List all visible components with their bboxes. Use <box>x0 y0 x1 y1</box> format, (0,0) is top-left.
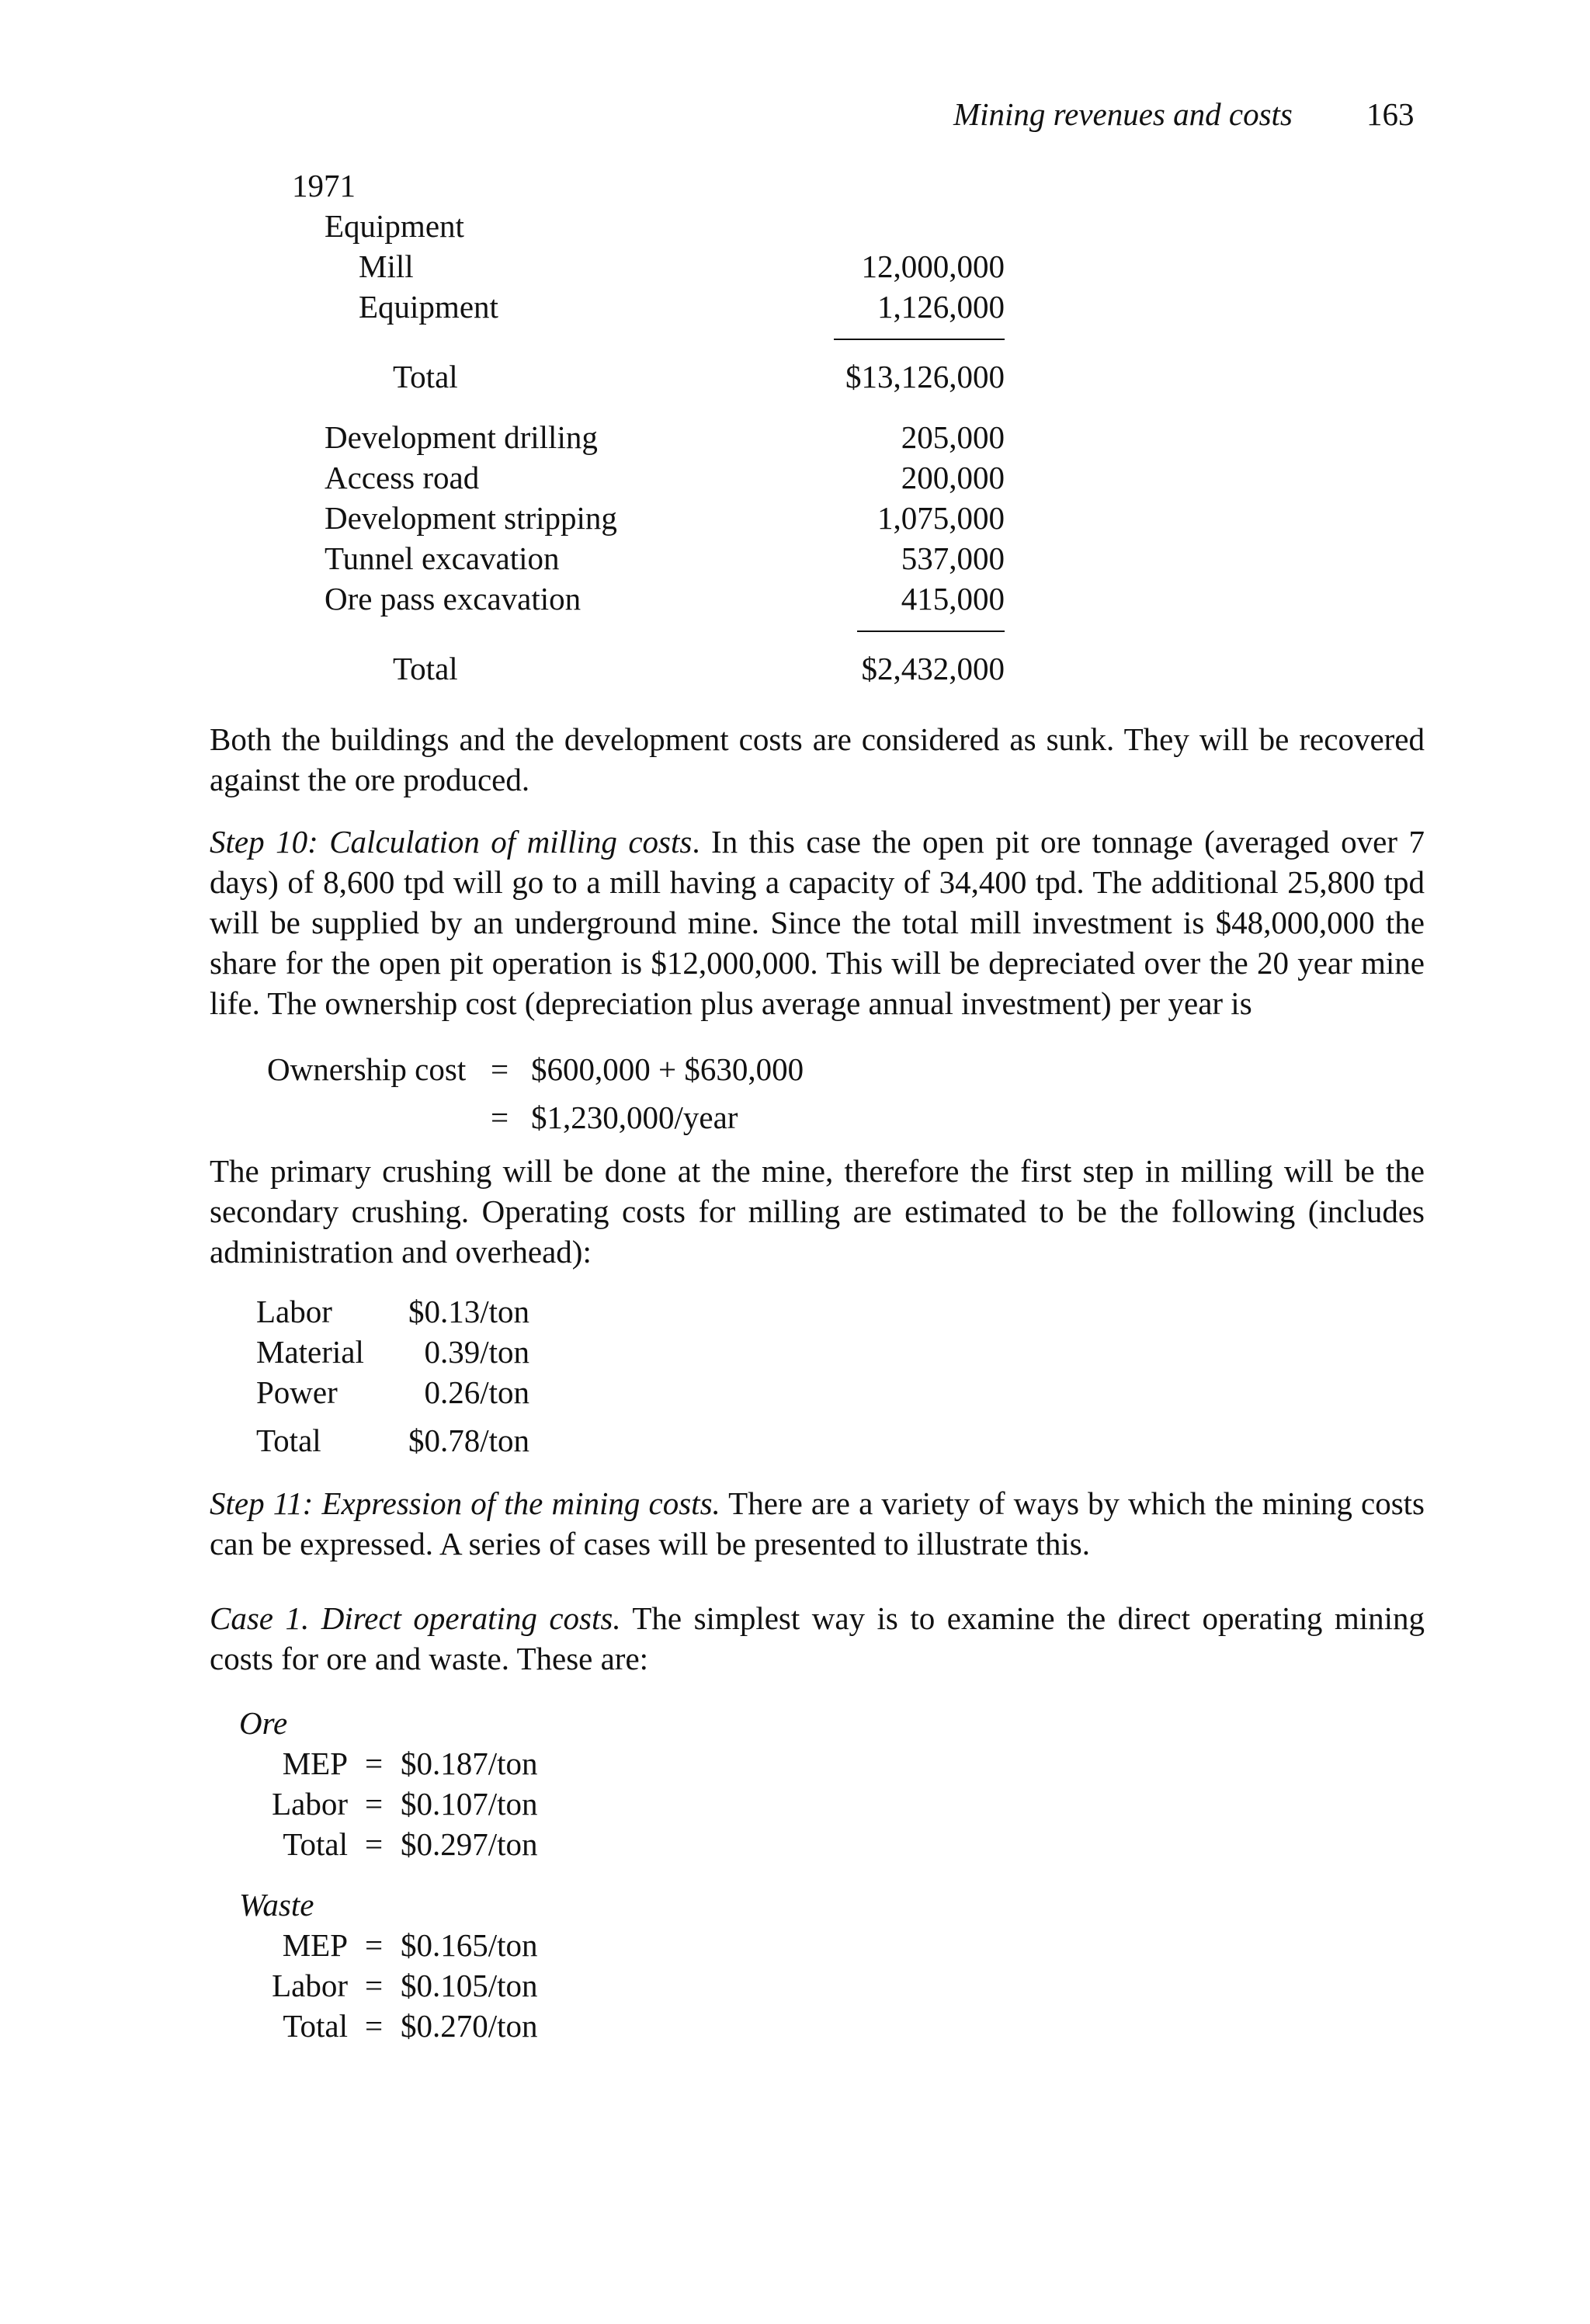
equals-sign: = <box>365 2008 384 2044</box>
table-row-value: 1,126,000 <box>877 289 1005 325</box>
table-row-label: Development stripping <box>325 500 617 536</box>
milling-cost-label: Power <box>256 1374 338 1410</box>
cost-value: $0.165/ton <box>401 1927 538 1963</box>
paragraph-step-11 <box>210 1483 1425 1564</box>
cost-label: MEP <box>282 1746 348 1781</box>
equipment-total-label: Total <box>393 359 458 394</box>
milling-cost-label: Material <box>256 1334 364 1370</box>
case-1-heading: Case 1. Direct operating costs. <box>210 1600 621 1636</box>
paragraph-sunk-costs: Both the buildings and the development costs are considered as sunk. They will be recovered against the ore produced. <box>210 721 1425 797</box>
cost-label: MEP <box>282 1927 348 1963</box>
equipment-total-value: $13,126,000 <box>845 359 1005 394</box>
development-total-label: Total <box>393 651 458 686</box>
cost-value: $0.270/ton <box>401 2008 538 2044</box>
table-row-value: 415,000 <box>901 581 1005 617</box>
cost-label: Labor <box>272 1968 348 2003</box>
equals-sign: = <box>365 1786 384 1822</box>
cost-value: $0.107/ton <box>401 1786 538 1822</box>
case-1-text: The simplest way is to examine the direct operating mining costs for ore and waste. These are: <box>210 1600 1425 1676</box>
table-row-value: 537,000 <box>901 540 1005 576</box>
equals-sign: = <box>491 1051 509 1087</box>
page-number: 163 <box>1366 96 1415 132</box>
table-row-value: 205,000 <box>901 419 1005 455</box>
cost-label: Labor <box>272 1786 348 1822</box>
ownership-cost-result: $1,230,000/year <box>531 1099 738 1135</box>
paragraph-crushing: The primary crushing will be done at the mine, therefore the first step in milling will be the secondary crushing. Operating costs for milling are estimated to be the following (includes administration and overhead): <box>210 1153 1425 1270</box>
equals-sign: = <box>491 1099 509 1135</box>
ownership-cost-sum: $600,000 + $630,000 <box>531 1051 804 1087</box>
table-row-value: 200,000 <box>901 460 1005 495</box>
table-row-label: Access road <box>325 460 480 495</box>
step-11-text: There are a variety of ways by which the mining costs can be expressed. A series of cases will be presented to illustrate this. <box>210 1485 1425 1561</box>
table-row-value: 1,075,000 <box>877 500 1005 536</box>
cost-label: Total <box>283 1826 348 1862</box>
milling-total-value: $0.78/ton <box>408 1423 529 1458</box>
running-title: Mining revenues and costs <box>953 96 1293 132</box>
ownership-cost-label: Ownership cost <box>267 1051 467 1087</box>
paragraph-step-10 <box>210 822 1425 1023</box>
table-row-label: Equipment <box>359 289 498 325</box>
equals-sign: = <box>365 1968 384 2003</box>
cost-value: $0.187/ton <box>401 1746 538 1781</box>
milling-total-label: Total <box>256 1423 321 1458</box>
paragraph-case-1 <box>210 1598 1425 1679</box>
milling-cost-value: 0.26/ton <box>424 1374 529 1410</box>
milling-cost-label: Labor <box>256 1294 332 1329</box>
equals-sign: = <box>365 1746 384 1781</box>
table-row-label: Mill <box>359 248 414 284</box>
cost-value: $0.297/ton <box>401 1826 538 1862</box>
total-rule <box>834 339 1005 340</box>
equals-sign: = <box>365 1826 384 1862</box>
step-11-heading: Step 11: Expression of the mining costs. <box>210 1485 720 1521</box>
equipment-heading: Equipment <box>325 208 464 244</box>
step-10-heading: Step 10: Calculation of milling costs <box>210 824 693 860</box>
milling-cost-value: $0.13/ton <box>408 1294 529 1329</box>
table-row-label: Ore pass excavation <box>325 581 581 617</box>
cost-label: Total <box>283 2008 348 2044</box>
waste-heading: Waste <box>239 1887 314 1923</box>
cost-value: $0.105/ton <box>401 1968 538 2003</box>
milling-cost-value: 0.39/ton <box>424 1334 529 1370</box>
development-total-value: $2,432,000 <box>861 651 1005 686</box>
table-year: 1971 <box>292 168 356 203</box>
table-row-value: 12,000,000 <box>861 248 1005 284</box>
table-row-label: Tunnel excavation <box>325 540 560 576</box>
total-rule <box>857 631 1005 632</box>
equals-sign: = <box>365 1927 384 1963</box>
table-row-label: Development drilling <box>325 419 598 455</box>
step-10-text: . In this case the open pit ore tonnage (averaged over 7 days) of 8,600 tpd will go to a mill having a capacity of 34,400 tpd. The additional 25,800 tpd will be supplied by an underground mine. Since the total mill investment is $48,000,000 the share for the open pit operation is $12,000,000. This will be depreciated over the 20 year mine life. The ownership cost (depreciation plus average annual investment) per year is <box>210 824 1425 1021</box>
ore-heading: Ore <box>239 1705 288 1741</box>
